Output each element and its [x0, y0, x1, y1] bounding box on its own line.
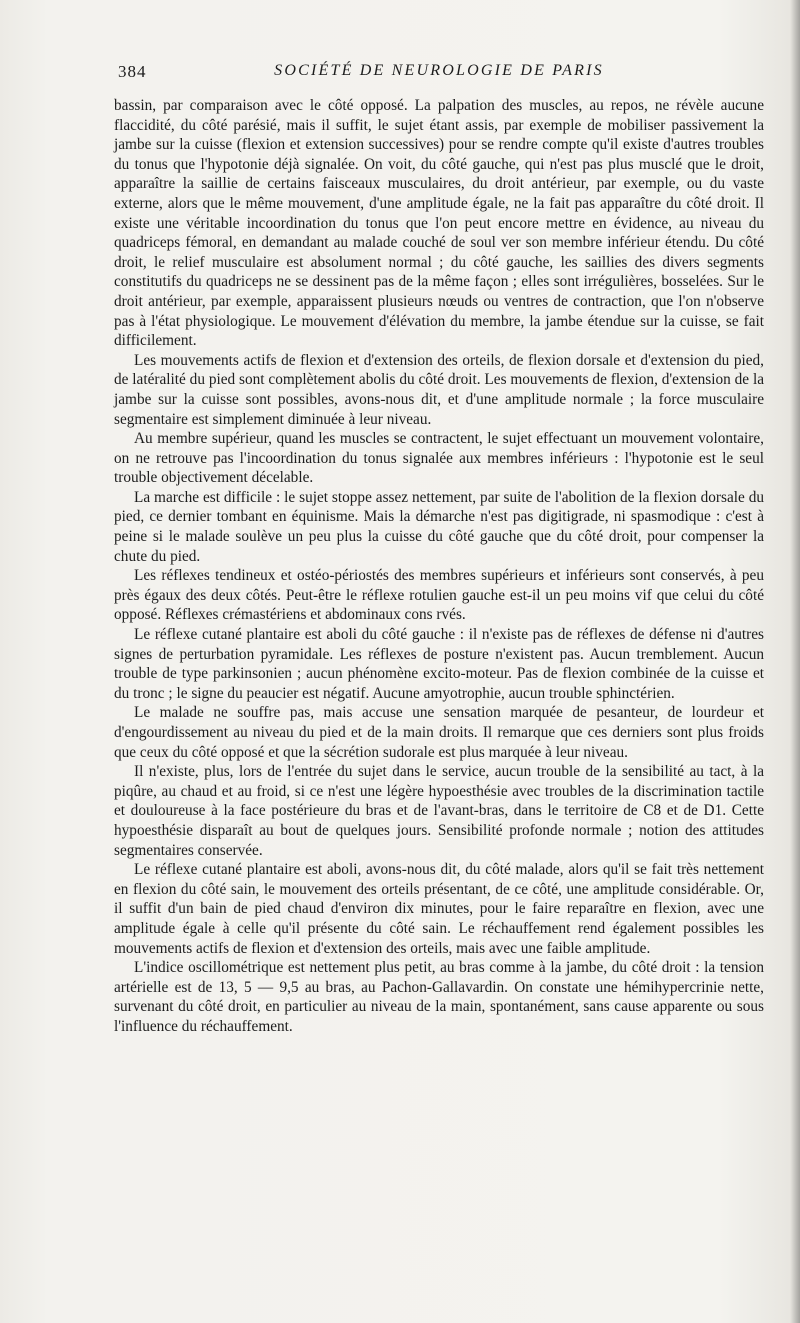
page-number: 384	[118, 62, 147, 81]
paragraph: Il n'existe, plus, lors de l'entrée du sujet dans le service, aucun trouble de la sensibilité au tact, à la piqûre, au chaud et au froid, si ce n'est une légère hypoesthésie avec troubles de la discrimination tactile et douloureuse à la face postérieure du bras et de l'avant-bras, dans le territoire de C8 et de D1. Cette hypoesthésie disparaît au bout de quelques jours. Sensibilité profonde normale ; notion des attitudes segmentaires conservée.	[114, 763, 764, 859]
paragraph: Le réflexe cutané plantaire est aboli, avons-nous dit, du côté malade, alors qu'il se fait très nettement en flexion du côté sain, le mouvement des orteils présentant, de ce côté, une amplitude considérable. Or, il suffit d'un bain de pied chaud d'environ dix minutes, pour le faire reparaître en flexion, avec une amplitude égale à celle qu'il présente du côté sain. Le réchauffement rend également possibles les mouvements actifs de flexion et d'extension des orteils, mais avec une faible amplitude.	[114, 861, 764, 957]
body-text	[114, 96, 764, 1037]
page-header	[118, 62, 760, 86]
page-gutter-shadow	[790, 0, 800, 1323]
paragraph: bassin, par comparaison avec le côté opposé. La palpation des muscles, au repos, ne révèle aucune flaccidité, du côté parésié, mais il suffit, le sujet étant assis, par exemple de mobiliser passivement la jambe sur la cuisse (flexion et extension successives) pour se rendre compte qu'il existe d'autres troubles du tonus que l'hypotonie déjà signalée. On voit, du côté gauche, qui n'est pas plus musclé que le droit, apparaître la saillie de certains faisceaux musculaires, du droit antérieur, par exemple, ou du vaste externe, alors que le même mouvement, d'une amplitude égale, ne la fait pas apparaître du côté droit. Il existe une véritable incoordination du tonus que l'on peut encore mettre en évidence, au niveau du quadriceps fémoral, en demandant au malade couché de soul ver son membre inférieur étendu. Du côté droit, le relief musculaire est absolument normal ; du côté gauche, les saillies des divers segments constitutifs du quadriceps ne se dessinent pas de la même façon ; elles sont irrégulières, bosselées. Sur le droit antérieur, par exemple, apparaissent plusieurs nœuds ou ventres de contraction, que l'on n'observe pas à l'état physiologique. Le mouvement d'élévation du membre, la jambe étendue sur la cuisse, se fait difficilement.	[114, 97, 764, 350]
paragraph: Le réflexe cutané plantaire est aboli du côté gauche : il n'existe pas de réflexes de défense ni d'autres signes de perturbation pyramidale. Les réflexes de posture n'existent pas. Aucun tremblement. Aucun trouble de type parkinsonien ; aucun phénomène excito-moteur. Pas de flexion combinée de la cuisse et du tronc ; le signe du peaucier est négatif. Aucune amyotrophie, aucun trouble sphinctérien.	[114, 626, 764, 702]
paragraph: L'indice oscillométrique est nettement plus petit, au bras comme à la jambe, du côté droit : la tension artérielle est de 13, 5 — 9,5 au bras, au Pachon-Gallavardin. On constate une hémihypercrinie nette, survenant du côté droit, en particulier au niveau de la main, spontanément, sans cause apparente ou sous l'influence du réchauffement.	[114, 959, 764, 1035]
paragraph: Le malade ne souffre pas, mais accuse une sensation marquée de pesanteur, de lourdeur et d'engourdissement au niveau du pied et de la main droits. Il remarque que ces derniers sont plus froids que ceux du côté opposé et que la sécrétion sudorale est plus marquée à leur niveau.	[114, 704, 764, 761]
paragraph: Les mouvements actifs de flexion et d'extension des orteils, de flexion dorsale et d'extension du pied, de latéralité du pied sont complètement abolis du côté droit. Les mouvements de flexion, d'extension de la jambe sur la cuisse sont possibles, avons-nous dit, et d'une amplitude normale ; la force musculaire segmentaire est simplement diminuée à leur niveau.	[114, 351, 764, 428]
paragraph: Les réflexes tendineux et ostéo-périostés des membres supérieurs et inférieurs sont conservés, à peu près égaux des deux côtés. Peut-être le réflexe rotulien gauche est-il un peu moins vif que celui du côté opposé. Réflexes crémastériens et abdominaux cons rvés.	[114, 567, 764, 624]
paragraph: La marche est difficile : le sujet stoppe assez nettement, par suite de l'abolition de la flexion dorsale du pied, ce dernier tombant en équinisme. Mais la démarche n'est pas digitigrade, ni spasmodique : c'est à peine si le malade soulève un peu plus la cuisse du côté gauche que du côté droit, pour compenser la chute du pied.	[114, 488, 764, 565]
paragraph: Au membre supérieur, quand les muscles se contractent, le sujet effectuant un mouvement volontaire, on ne retrouve pas l'incoordination du tonus signalée aux membres inférieurs : l'hypotonie est le seul trouble objectivement décelable.	[114, 430, 764, 487]
running-title: SOCIÉTÉ DE NEUROLOGIE DE PARIS	[274, 62, 604, 79]
